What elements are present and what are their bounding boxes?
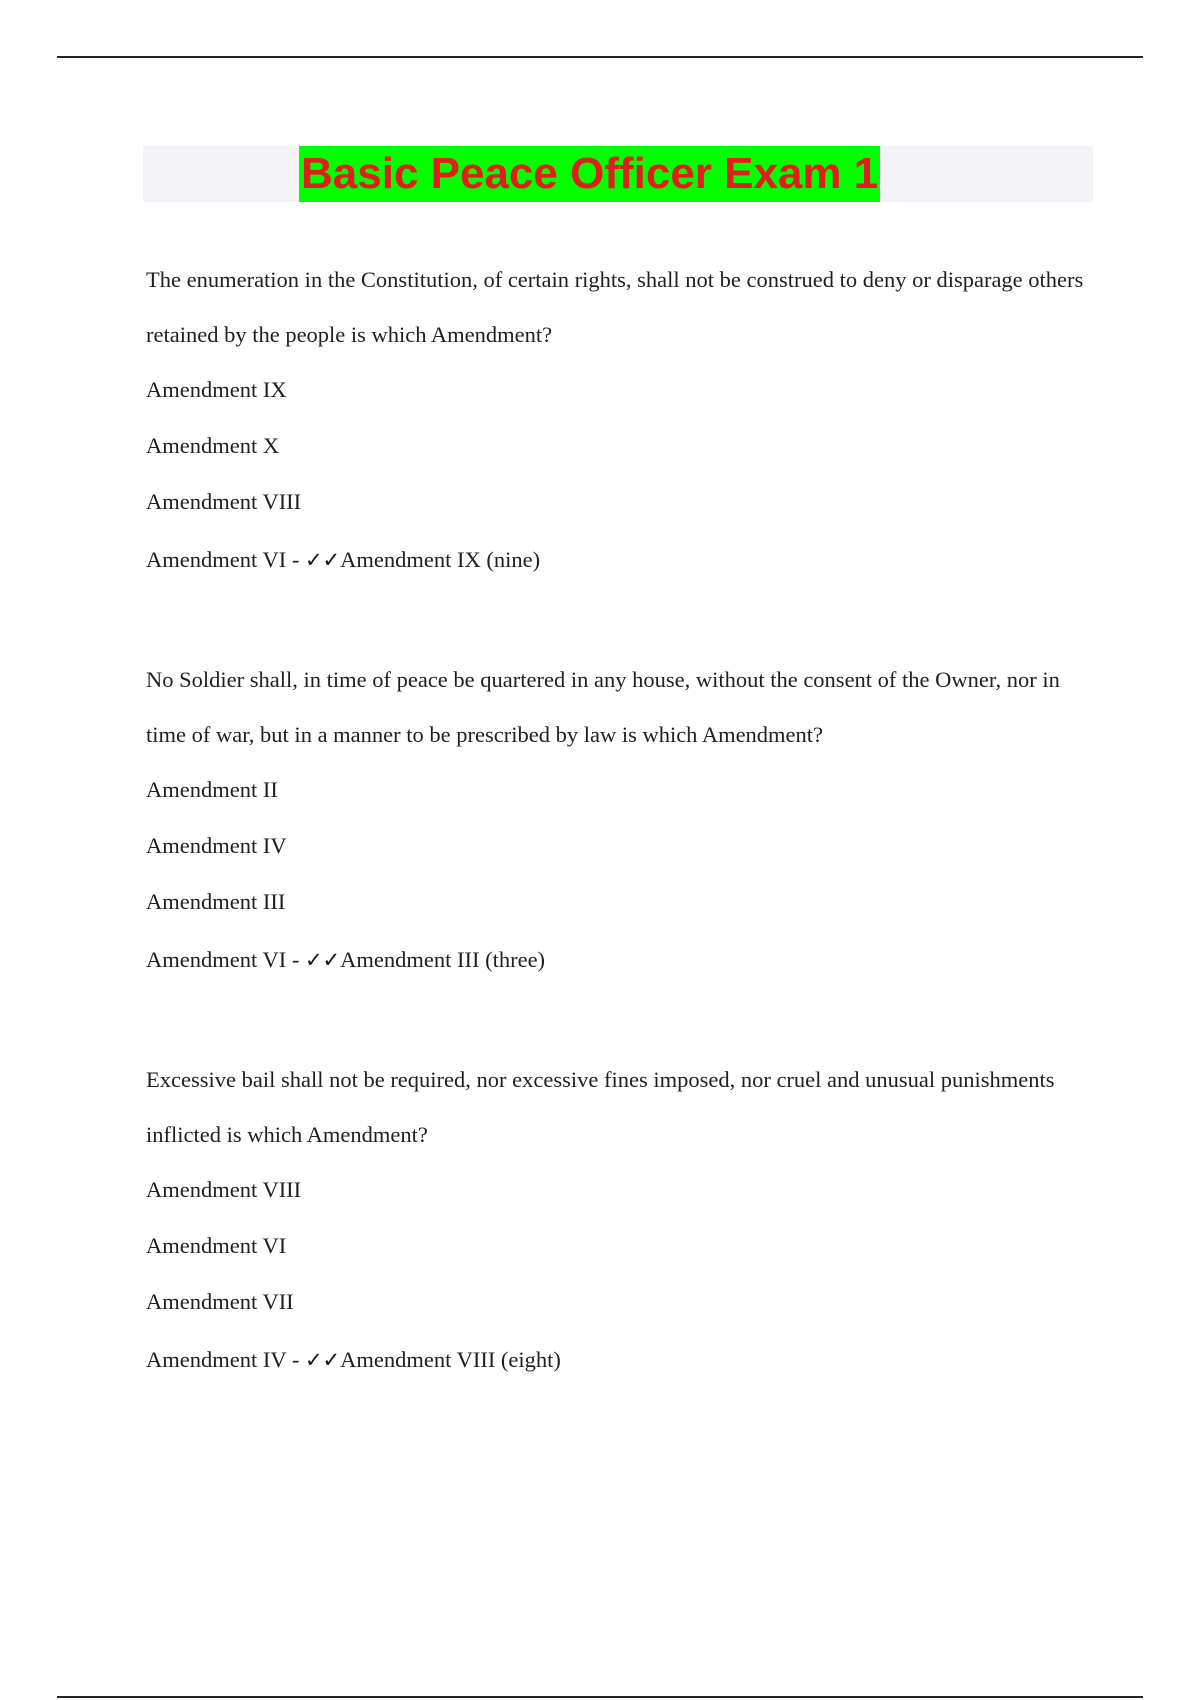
answer-option: Amendment VII: [146, 1289, 294, 1314]
answer-line: [146, 1330, 1096, 1390]
question-text: No Soldier shall, in time of peace be quartered in any house, without the consent of the Owner, nor in time of war, but in a manner to be prescribed by law is which Amendment?: [146, 667, 1060, 747]
question-text: Excessive bail shall not be required, nor excessive fines imposed, nor cruel and unusual punishments inflicted is which Amendment?: [146, 1067, 1055, 1147]
answer-option: Amendment VI: [146, 547, 287, 572]
correct-answer: Amendment VIII (eight): [340, 1347, 561, 1372]
answer-option: Amendment VIII: [146, 1177, 302, 1202]
double-check-icon: ✓✓: [304, 948, 341, 972]
answer-separator: -: [286, 947, 305, 972]
answer-option: Amendment VI: [146, 1233, 287, 1258]
correct-answer: Amendment III (three): [340, 947, 546, 972]
bottom-divider: [57, 1696, 1143, 1698]
question-block: [146, 252, 1096, 590]
answer-separator: -: [286, 1347, 305, 1372]
answer-option: Amendment II: [146, 777, 278, 802]
answer-line: [146, 530, 1096, 590]
correct-answer: Amendment IX (nine): [340, 547, 541, 572]
double-check-icon: ✓✓: [304, 548, 341, 572]
answer-option: Amendment X: [146, 433, 280, 458]
page-title: Basic Peace Officer Exam 1: [299, 146, 880, 202]
top-divider: [57, 56, 1143, 58]
answer-option: Amendment IV: [146, 833, 287, 858]
question-list: [146, 252, 1096, 1390]
answer-option: Amendment VIII: [146, 489, 302, 514]
question-block: [146, 652, 1096, 990]
answer-option: Amendment VI: [146, 947, 287, 972]
answer-option: Amendment IX: [146, 377, 287, 402]
question-text: The enumeration in the Constitution, of certain rights, shall not be construed to deny or disparage others retained by the people is which Amendment?: [146, 267, 1084, 347]
double-check-icon: ✓✓: [304, 1348, 341, 1372]
answer-line: [146, 930, 1096, 990]
answer-option: Amendment III: [146, 889, 286, 914]
question-block: [146, 1052, 1096, 1390]
answer-separator: -: [286, 547, 305, 572]
answer-option: Amendment IV: [146, 1347, 287, 1372]
